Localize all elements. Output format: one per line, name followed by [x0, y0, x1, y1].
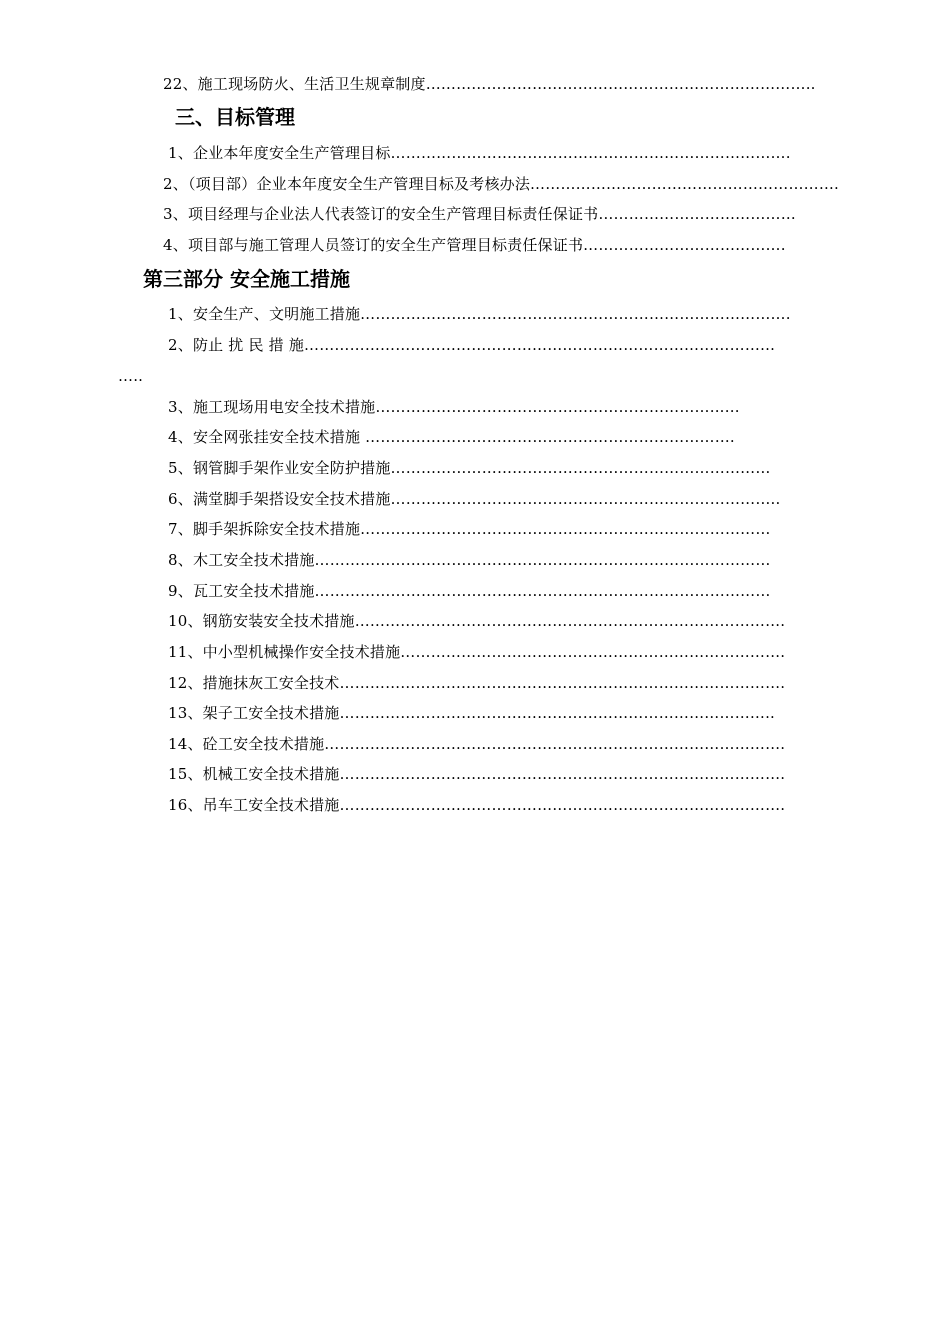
- toc-item-goal-1: 1、企业本年度安全生产管理目标…………………………………………………………………….: [168, 144, 791, 162]
- section-heading-goal-management: 三、目标管理: [175, 105, 295, 129]
- toc-item-measure-16: 16、吊车工安全技术措施…………………………………………………………………………….: [168, 796, 786, 814]
- toc-item-measure-2-continued: …..: [118, 367, 144, 385]
- part-heading-safety-measures: 第三部分 安全施工措施: [143, 267, 350, 291]
- toc-item-goal-4: 4、项目部与施工管理人员签订的安全生产管理目标责任保证书………………………………….: [163, 236, 786, 254]
- toc-item-22: 22、施工现场防火、生活卫生规章制度…………………………………………………………………..: [163, 75, 816, 93]
- toc-item-measure-10: 10、钢筋安装安全技术措施………………………………………………………………………….: [168, 612, 786, 630]
- toc-item-goal-2: 2、（项目部）企业本年度安全生产管理目标及考核办法…………………………………………………….: [163, 175, 840, 193]
- toc-item-measure-14: 14、砼工安全技术措施……………………………………………………………………………….: [168, 735, 786, 753]
- toc-item-measure-13: 13、架子工安全技术措施…………………………………………………………………………..: [168, 704, 776, 722]
- toc-item-measure-9: 9、瓦工安全技术措施………………………………………………………………………………: [168, 582, 771, 600]
- toc-item-measure-15: 15、机械工安全技术措施…………………………………………………………………………….: [168, 765, 786, 783]
- toc-item-measure-1: 1、安全生产、文明施工措施………………………………………………………………………….: [168, 305, 791, 323]
- toc-item-measure-11: 11、中小型机械操作安全技术措施………………………………………………………………….: [168, 643, 786, 661]
- toc-item-measure-4: 4、安全网张挂安全技术措施 ……………………………………………………………….: [168, 428, 735, 446]
- toc-item-goal-3: 3、项目经理与企业法人代表签订的安全生产管理目标责任保证书…………………………………: [163, 205, 796, 223]
- toc-item-measure-6: 6、满堂脚手架搭设安全技术措施…………………………………………………………………..: [168, 490, 781, 508]
- toc-item-measure-12: 12、措施抹灰工安全技术…………………………………………………………………………….: [168, 674, 786, 692]
- toc-item-measure-7: 7、脚手架拆除安全技术措施………………………………………………………………………: [168, 520, 771, 538]
- toc-item-measure-8: 8、木工安全技术措施………………………………………………………………………………: [168, 551, 771, 569]
- toc-item-measure-3: 3、施工现场用电安全技术措施…………………………………………………………...…: [168, 398, 740, 416]
- toc-item-measure-2: 2、防止 扰 民 措 施…………………………………………………………………………………: [168, 336, 776, 354]
- toc-item-measure-5: 5、钢管脚手架作业安全防护措施…………………………………………………………………: [168, 459, 771, 477]
